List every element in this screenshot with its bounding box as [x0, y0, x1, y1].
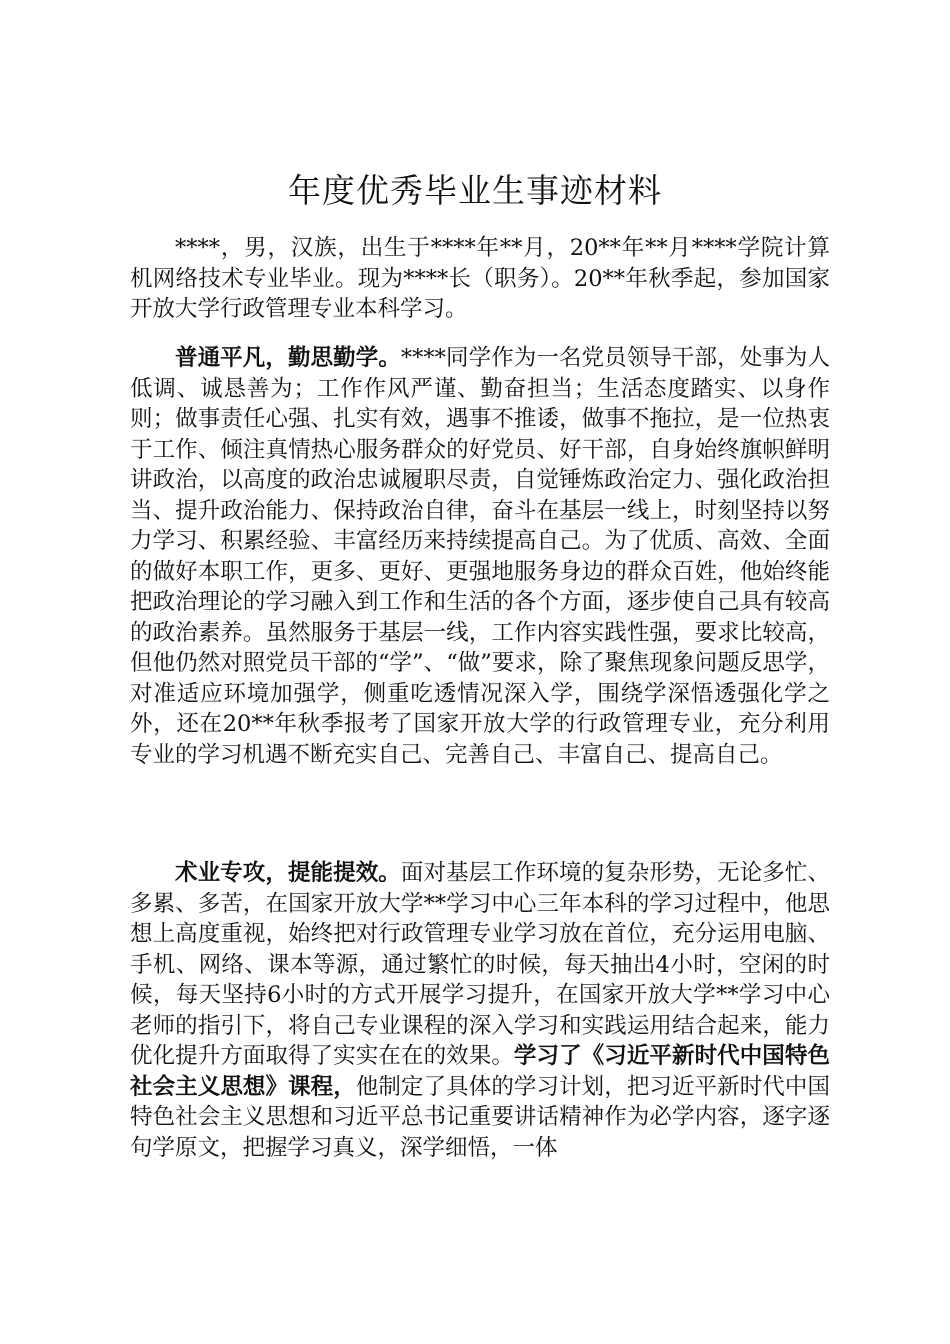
section-body-professional: 面对基层工作环境的复杂形势，无论多忙、多累、多苦，在国家开放大学**学习中心三年本科的学习过程中，他思想上高度重视，始终把对行政管理专业学习放在首位，充分运用电脑、手机、网络、课本等源，通过繁忙的时候，每天抽出4小时，空闲的时候，每天坚持6小时的方式开展学习提升，在国家开放大学**学习中心老师的指引下，将自己专业课程的深入学习和实践运用结合起来，能力优化提升方面取得了实实在在的效果。	[130, 860, 830, 1069]
section-heading-professional: 术业专攻，提能提效。	[175, 860, 401, 886]
document-title: 年度优秀毕业生事迹材料	[288, 171, 662, 210]
section-paragraph-study	[130, 343, 830, 770]
section-paragraph-professional	[130, 858, 830, 1163]
section-body-continued: 他制定了具体的学习计划，把习近平新时代中国特色社会主义思想和习近平总书记重要讲话精神作为必学内容，逐字逐句学原文，把握学习真义，深学细悟，一体	[130, 1073, 830, 1161]
section-heading-study: 普通平凡，勤思勤学。	[175, 345, 401, 371]
course-highlight: 学习了《习近平新时代中国特色社会主义思想》课程，	[130, 1043, 830, 1100]
section-body-study: ****同学作为一名党员领导干部，处事为人低调、诚恳善为；工作作风严谨、勤奋担当；生活态度踏实、以身作则；做事责任心强、扎实有效，遇事不推诿，做事不拖拉，是一位热衷于工作、倾注真情热心服务群众的好党员、好干部，自身始终旗帜鲜明讲政治，以高度的政治忠诚履职尽责，自觉锤炼政治定力、强化政治担当、提升政治能力、保持政治自律，奋斗在基层一线上，时刻坚持以努力学习、积累经验、丰富经历来持续提高自己。为了优质、高效、全面的做好本职工作，更多、更好、更强地服务身边的群众百姓，他始终能把政治理论的学习融入到工作和生活的各个方面，逐步使自己具有较高的政治素养。虽然服务于基层一线，工作内容实践性强，要求比较高，但他仍然对照党员干部的“学”、“做”要求，除了聚焦现象问题反思学，对准适应环境加强学，侧重吃透情况深入学，围绕学深悟透强化学之外，还在20**年秋季报考了国家开放大学的行政管理专业，充分利用专业的学习机遇不断充实自己、完善自己、丰富自己、提高自己。	[130, 345, 830, 768]
intro-paragraph: ****，男，汉族，出生于****年**月，20**年**月****学院计算机网络技术专业毕业。现为****长（职务）。20**年秋季起，参加国家开放大学行政管理专业本科学习。	[130, 235, 830, 322]
